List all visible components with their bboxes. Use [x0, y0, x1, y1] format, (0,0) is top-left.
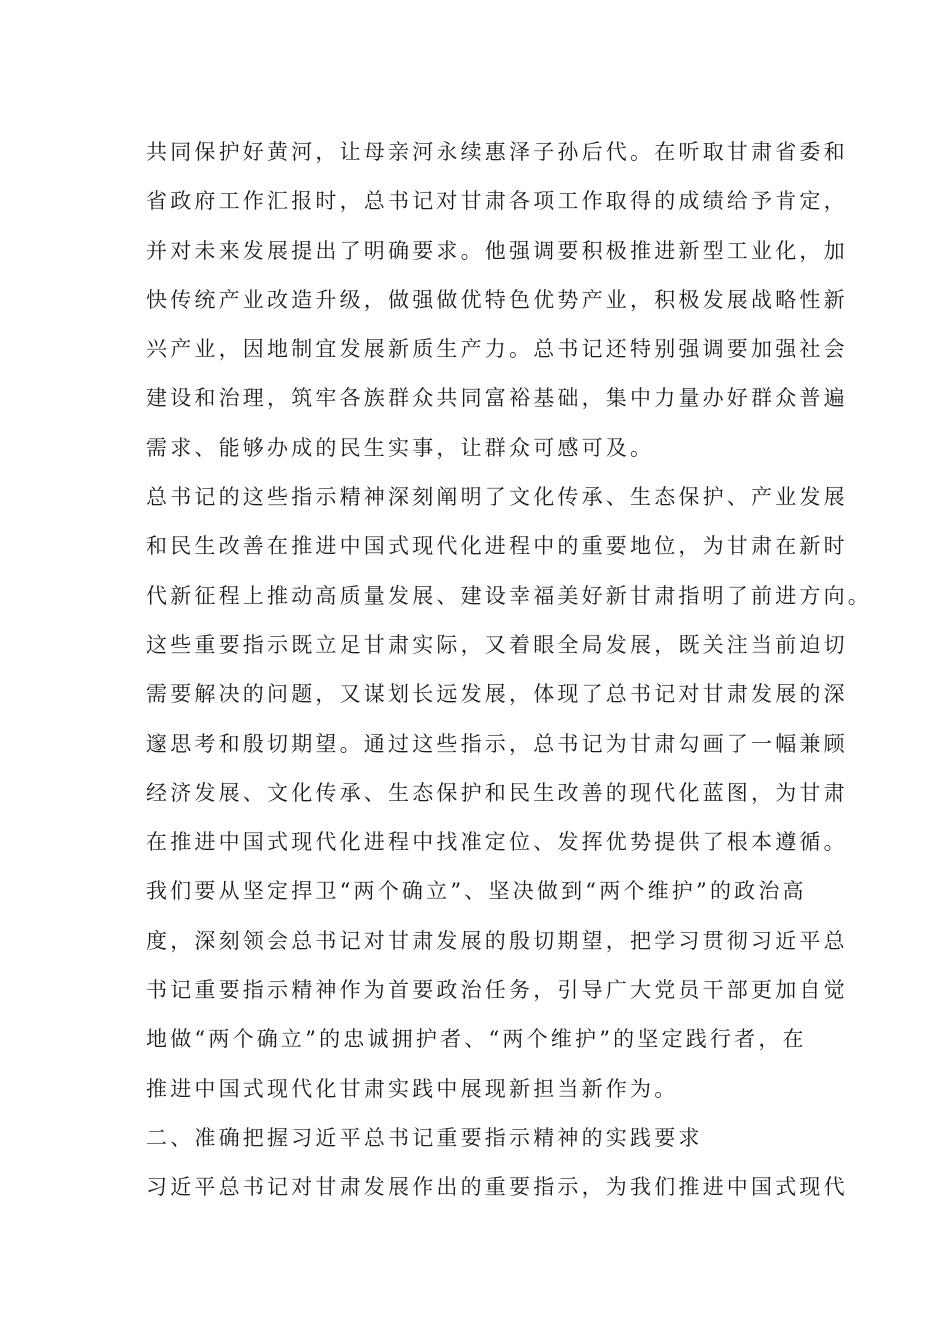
text-line: 需求、能够办成的民生实事，让群众可感可及。: [146, 435, 655, 460]
text-line: 度，深刻领会总书记对甘肃发展的殷切期望，把学习贯彻习近平总: [146, 928, 848, 953]
text-line: 建设和治理，筑牢各族群众共同富裕基础，集中力量办好群众普遍: [146, 386, 848, 411]
text-line: 总书记的这些指示精神深刻阐明了文化传承、生态保护、产业发展: [146, 485, 848, 510]
text-line: 在推进中国式现代化进程中找准定位、发挥优势提供了根本遵循。: [146, 830, 848, 855]
text-line: 共同保护好黄河，让母亲河永续惠泽子孙后代。在听取甘肃省委和: [146, 140, 848, 164]
text-line: 地做“两个确立”的忠诚拥护者、“两个维护”的坚定践行者，在: [146, 1027, 807, 1052]
text-line: 习近平总书记对甘肃发展作出的重要指示，为我们推进中国式现代: [146, 1175, 848, 1200]
text-line: 快传统产业改造升级，做强做优特色优势产业，积极发展战略性新: [146, 287, 848, 312]
text-line: 邃思考和殷切期望。通过这些指示，总书记为甘肃勾画了一幅兼顾: [146, 731, 848, 756]
text-line: 经济发展、文化传承、生态保护和民生改善的现代化蓝图，为甘肃: [146, 780, 848, 805]
text-line: 和民生改善在推进中国式现代化进程中的重要地位，为甘肃在新时: [146, 534, 848, 559]
text-line: 代新征程上推动高质量发展、建设幸福美好新甘肃指明了前进方向。: [146, 583, 872, 608]
text-line: 书记重要指示精神作为首要政治任务，引导广大党员干部更加自觉: [146, 978, 848, 1003]
text-line: 需要解决的问题，又谋划长远发展，体现了总书记对甘肃发展的深: [146, 682, 848, 707]
text-line: 我们要从坚定捍卫“两个确立”、坚决做到“两个维护”的政治高: [146, 879, 807, 904]
text-line: 推进中国式现代化甘肃实践中展现新担当新作为。: [146, 1076, 679, 1101]
body-text: [146, 128, 872, 1213]
section-heading: 二、准确把握习近平总书记重要指示精神的实践要求: [146, 1125, 703, 1150]
text-line: 这些重要指示既立足甘肃实际，又着眼全局发展，既关注当前迫切: [146, 632, 848, 657]
text-line: 兴产业，因地制宜发展新质生产力。总书记还特别强调要加强社会: [146, 337, 848, 362]
text-line: 省政府工作汇报时，总书记对甘肃各项工作取得的成绩给予肯定，: [146, 189, 848, 214]
text-line: 并对未来发展提出了明确要求。他强调要积极推进新型工业化，加: [146, 238, 848, 263]
